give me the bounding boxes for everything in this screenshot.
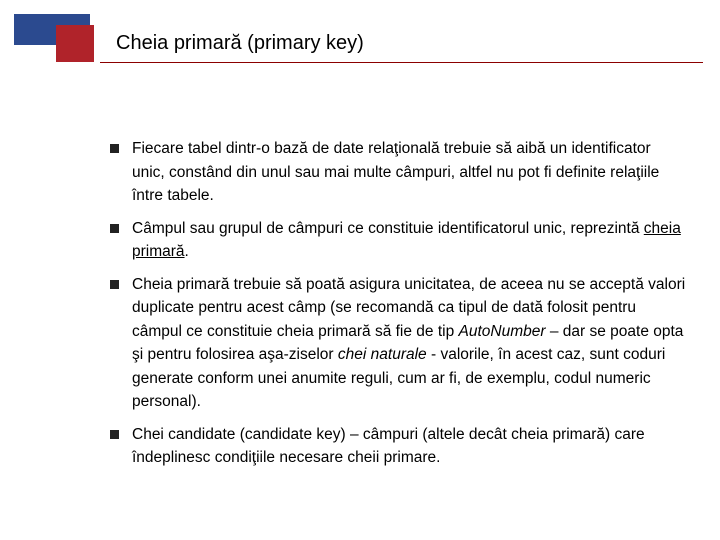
italic-term: AutoNumber — [458, 322, 546, 340]
bullet-text: Chei candidate (candidate key) – câmpuri (altele decât cheia primară) care îndeplinesc condiţiile necesare cheii primare. — [132, 425, 645, 466]
bullet-item — [110, 137, 686, 208]
square-bullet-icon — [110, 224, 119, 233]
square-bullet-icon — [110, 280, 119, 289]
bullet-text: Fiecare tabel dintr-o bază de date relaţională trebuie să aibă un identificator unic, constând din unul sau mai multe câmpuri, altfel nu pot fi definite relaţiile între tabele. — [132, 140, 660, 204]
square-bullet-icon — [110, 144, 119, 153]
square-bullet-icon — [110, 430, 119, 439]
bullet-item — [110, 273, 686, 414]
slide-title: Cheia primară (primary key) — [116, 32, 364, 54]
bullet-text — [132, 276, 685, 411]
title-underline-rule — [100, 62, 703, 63]
bullet-text-part: – dar se poate opta şi pentru folosirea aşa-ziselor — [132, 322, 684, 363]
bullet-text-part: . — [184, 243, 189, 260]
bullet-text — [132, 220, 681, 261]
underlined-term: cheia primară — [132, 219, 681, 260]
bullet-text-part: Cheia primară trebuie să poată asigura unicitatea, de aceea nu se acceptă valori duplicate pentru acest câmp (se recomandă ca tipul de dată folosit pentru câmpul ce constituie cheia primară să fie de tip — [132, 275, 686, 340]
bullet-text-part: Câmpul sau grupul de câmpuri ce constituie identificatorul unic, reprezintă — [132, 219, 644, 237]
bullet-list — [110, 137, 686, 479]
decorative-red-square — [56, 25, 94, 62]
bullet-item — [110, 217, 686, 264]
bullet-text-part: - valorile, în acest caz, sunt coduri generate conform unei anumite reguli, cum ar fi, de exemplu, codul numeric personal). — [132, 346, 666, 410]
bullet-item — [110, 423, 686, 470]
italic-term: chei naturale — [337, 346, 427, 363]
